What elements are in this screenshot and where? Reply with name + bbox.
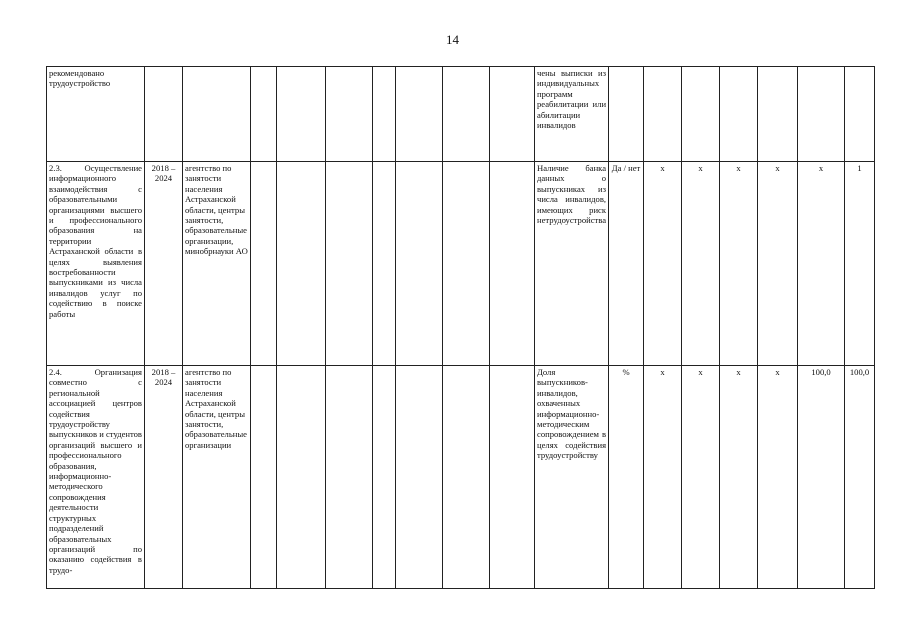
table-row	[47, 67, 875, 162]
period: 2018 – 2024	[145, 162, 183, 366]
unit: %	[609, 366, 644, 589]
value-cell: х	[758, 366, 798, 589]
unit: Да / нет	[609, 162, 644, 366]
empty-cell	[251, 162, 277, 366]
empty-cell	[251, 366, 277, 589]
value-cell: х	[644, 366, 682, 589]
value-cell: 100,0	[798, 366, 845, 589]
empty-cell	[277, 162, 326, 366]
empty-cell	[326, 162, 373, 366]
measure-name: 2.3. Осуществление информационного взаимодействия с образовательными организациями высшего и профессионального образования на территории Астраханской области в целях выявления востребованности выпускниками из числа инвалидов услуг по содействию в поиске работы	[47, 162, 145, 366]
table-row	[47, 366, 875, 589]
indicator-name: Наличие банка данных о выпускниках из числа инвалидов, имеющих риск нетрудоустройства	[535, 162, 609, 366]
empty-cell	[443, 67, 490, 162]
value-cell: х	[798, 162, 845, 366]
value-cell: х	[644, 162, 682, 366]
value-cell: х	[720, 366, 758, 589]
value-cell	[845, 67, 875, 162]
indicator-name: чены выписки из индивидуальных программ реабилитации или абилитации инвалидов	[535, 67, 609, 162]
empty-cell	[373, 162, 396, 366]
empty-cell	[326, 366, 373, 589]
empty-cell	[490, 366, 535, 589]
value-cell: 1	[845, 162, 875, 366]
executors: агентство по занятости населения Астраханской области, центры занятости, образовательные организации	[183, 366, 251, 589]
value-cell: х	[720, 162, 758, 366]
value-cell: х	[682, 366, 720, 589]
value-cell	[758, 67, 798, 162]
value-cell	[720, 67, 758, 162]
value-cell	[798, 67, 845, 162]
empty-cell	[277, 67, 326, 162]
measure-name: рекомендовано трудоустройство	[47, 67, 145, 162]
period: 2018 – 2024	[145, 366, 183, 589]
indicator-name: Доля выпускников-инвалидов, охваченных информационно-методическим сопровождением в целях содействия трудоустройству	[535, 366, 609, 589]
empty-cell	[396, 162, 443, 366]
period	[145, 67, 183, 162]
value-cell: 100,0	[845, 366, 875, 589]
empty-cell	[490, 67, 535, 162]
empty-cell	[373, 67, 396, 162]
empty-cell	[251, 67, 277, 162]
executors: агентство по занятости населения Астраханской области, центры занятости, образовательные организации, минобрнауки АО	[183, 162, 251, 366]
page-number: 14	[446, 32, 459, 47]
table-row	[47, 162, 875, 366]
empty-cell	[326, 67, 373, 162]
empty-cell	[396, 67, 443, 162]
empty-cell	[490, 162, 535, 366]
empty-cell	[396, 366, 443, 589]
measure-name: 2.4. Организация совместно с региональной ассоциацией центров содействия трудоустройству выпускников и студентов организаций высшего и профессионального образования, информационно-методического сопровождения деятельности структурных подразделений образовательных организаций по оказанию содействия в трудо-	[47, 366, 145, 589]
value-cell: х	[682, 162, 720, 366]
unit	[609, 67, 644, 162]
value-cell	[682, 67, 720, 162]
empty-cell	[277, 366, 326, 589]
empty-cell	[443, 162, 490, 366]
executors	[183, 67, 251, 162]
empty-cell	[373, 366, 396, 589]
value-cell: х	[758, 162, 798, 366]
program-table	[46, 66, 875, 589]
value-cell	[644, 67, 682, 162]
empty-cell	[443, 366, 490, 589]
